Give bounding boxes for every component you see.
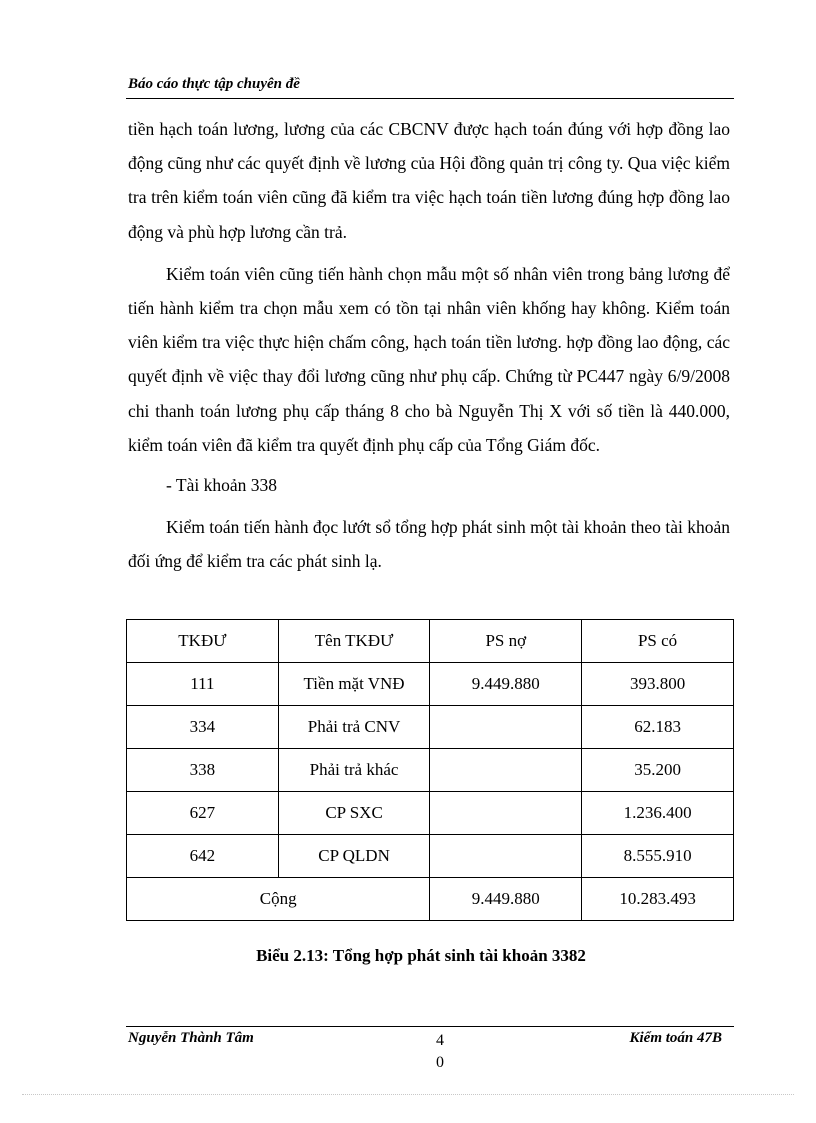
table-row xyxy=(127,663,734,706)
cell-account: 642 xyxy=(127,835,279,878)
header-divider xyxy=(126,98,734,99)
cell-account: 627 xyxy=(127,792,279,835)
cell-debit xyxy=(430,792,582,835)
cell-debit xyxy=(430,749,582,792)
cell-account-name: Phải trả khác xyxy=(278,749,430,792)
report-header-title: Báo cáo thực tập chuyên đề xyxy=(128,76,300,92)
total-debit: 9.449.880 xyxy=(430,878,582,921)
account-338-heading: - Tài khoản 338 xyxy=(166,475,277,496)
cell-account-name: CP QLDN xyxy=(278,835,430,878)
header-ten-tkdu: Tên TKĐƯ xyxy=(278,620,430,663)
table-row xyxy=(127,706,734,749)
table-total-row xyxy=(127,878,734,921)
cell-credit: 8.555.910 xyxy=(582,835,734,878)
cell-account-name: CP SXC xyxy=(278,792,430,835)
page-number-line2: 0 xyxy=(436,1054,444,1071)
page-edge-divider xyxy=(22,1094,794,1095)
page-number xyxy=(420,1030,460,1074)
page-number-line1: 4 xyxy=(436,1032,444,1049)
cell-credit: 393.800 xyxy=(582,663,734,706)
cell-account-name: Phải trả CNV xyxy=(278,706,430,749)
table-caption: Biểu 2.13: Tổng hợp phát sinh tài khoản 3382 xyxy=(256,946,586,965)
header-ps-no: PS nợ xyxy=(430,620,582,663)
table-row xyxy=(127,792,734,835)
account-summary-table xyxy=(126,619,734,921)
cell-account: 334 xyxy=(127,706,279,749)
total-credit: 10.283.493 xyxy=(582,878,734,921)
cell-debit xyxy=(430,835,582,878)
cell-credit: 62.183 xyxy=(582,706,734,749)
table-row xyxy=(127,835,734,878)
cell-credit: 1.236.400 xyxy=(582,792,734,835)
cell-debit xyxy=(430,706,582,749)
body-text xyxy=(128,112,730,579)
table-row xyxy=(127,749,734,792)
paragraph-scan-ledger: Kiểm toán tiến hành đọc lướt sổ tổng hợp phát sinh một tài khoản theo tài khoản đối ứng để kiểm tra các phát sinh lạ. xyxy=(128,517,730,572)
cell-credit: 35.200 xyxy=(582,749,734,792)
cell-account: 111 xyxy=(127,663,279,706)
paragraph-sampling: Kiểm toán viên cũng tiến hành chọn mẫu một số nhân viên trong bảng lương để tiến hành kiểm tra chọn mẫu xem có tồn tại nhân viên khống hay không. Kiểm toán viên kiểm tra việc thực hiện chấm công, hạch toán tiền lương. hợp đồng lao động, các quyết định về việc thay đổi lương cũng như phụ cấp. Chứng từ PC447 ngày 6/9/2008 chi thanh toán lương phụ cấp tháng 8 cho bà Nguyễn Thị X với số tiền là 440.000, kiểm toán viên đã kiểm tra quyết định phụ cấp của Tổng Giám đốc. xyxy=(128,263,730,455)
paragraph-continuation: tiền hạch toán lương, lương của các CBCNV được hạch toán đúng với hợp đồng lao động cũng như các quyết định về lương của Hội đồng quản trị công ty. Qua việc kiểm tra trên kiểm toán viên cũng đã kiểm tra việc hạch toán tiền lương đúng hợp đồng lao động và phù hợp lương cần trả. xyxy=(128,119,730,242)
cell-account: 338 xyxy=(127,749,279,792)
total-label: Cộng xyxy=(127,878,430,921)
header-ps-co: PS có xyxy=(582,620,734,663)
cell-account-name: Tiền mặt VNĐ xyxy=(278,663,430,706)
header-tkdu: TKĐƯ xyxy=(127,620,279,663)
footer-divider xyxy=(126,1026,734,1027)
cell-debit: 9.449.880 xyxy=(430,663,582,706)
footer-department: Kiểm toán 47B xyxy=(629,1030,722,1046)
table-header-row xyxy=(127,620,734,663)
footer-author: Nguyễn Thành Tâm xyxy=(128,1030,254,1046)
